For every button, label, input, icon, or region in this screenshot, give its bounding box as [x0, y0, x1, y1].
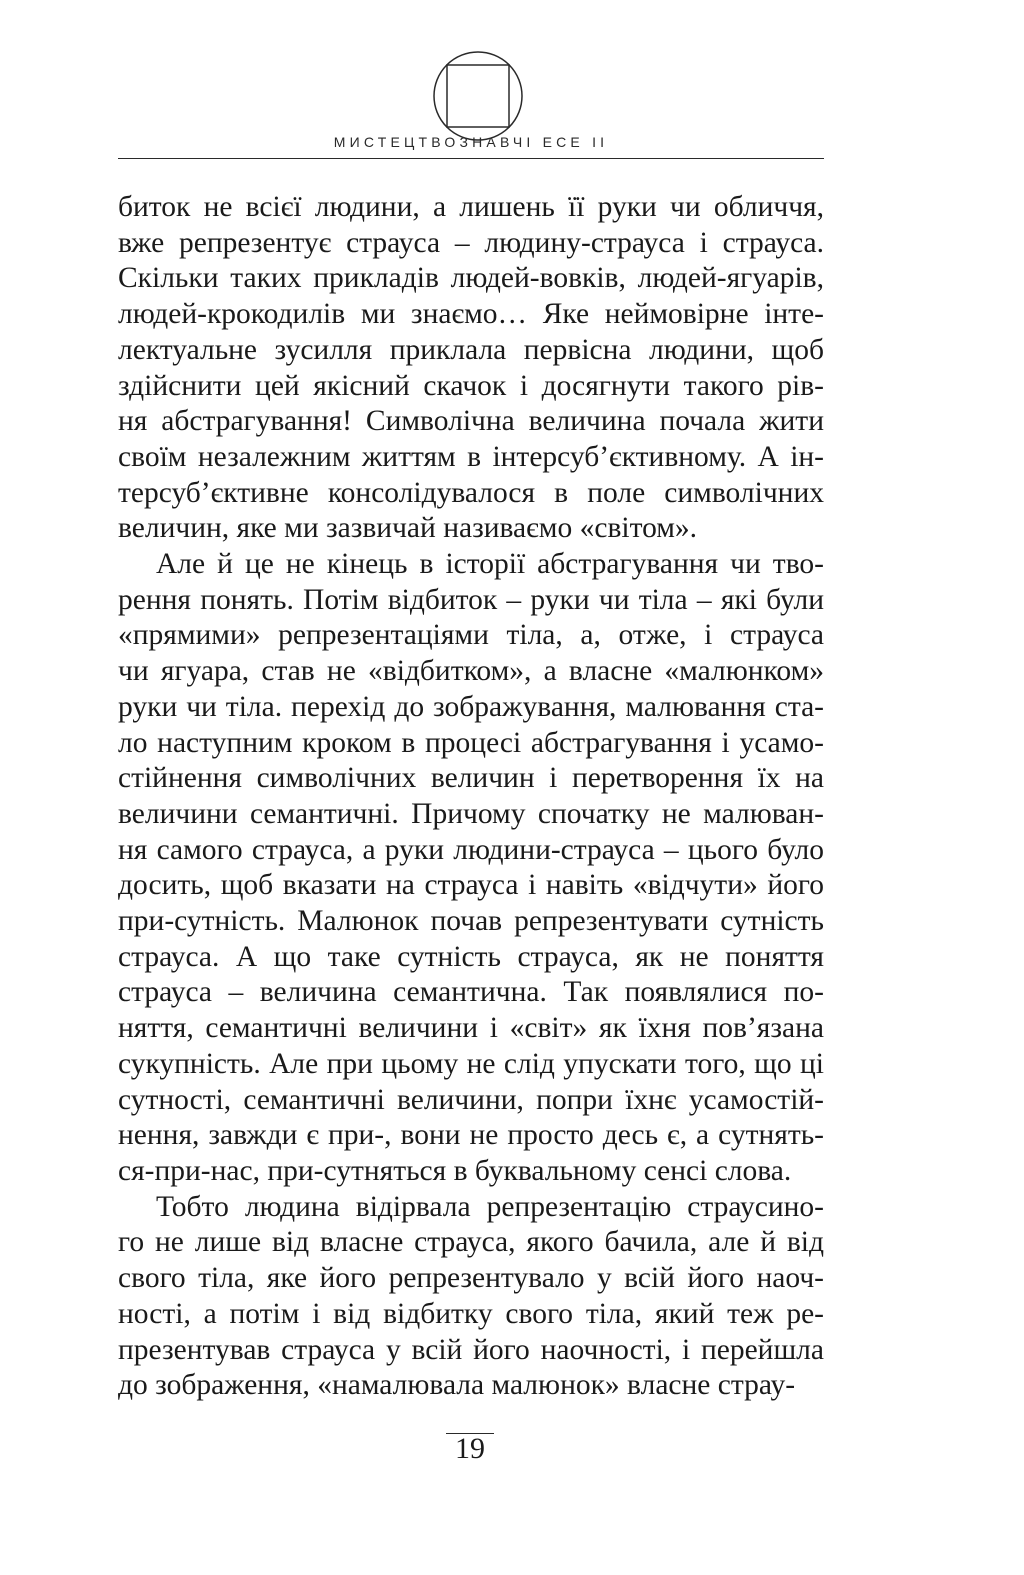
text-line: ло наступним кроком в процесі абстрагування і усамо-: [118, 726, 824, 759]
text-line: нення, завжди є при-, вони не просто десь є, а сутнять-: [118, 1119, 824, 1152]
text-line: страуса. А що таке сутність страуса, як не поняття: [118, 940, 824, 973]
text-line: «прямими» репрезентаціями тіла, а, отже, і страуса: [118, 619, 824, 652]
text-line: величин, яке ми зазвичай називаємо «світом».: [118, 512, 698, 545]
text-line: до зображення, «намалювала малюнок» власне страу-: [118, 1369, 796, 1402]
text-line: чи ягуара, став не «відбитком», а власне «малюнком»: [118, 655, 824, 688]
text-line: Скільки таких прикладів людей-вовків, людей-ягуарів,: [118, 262, 824, 295]
text-line: лектуальне зусилля приклала первісна людини, щоб: [118, 333, 824, 366]
text-line: величини семантичні. Причому спочатку не малюван-: [118, 797, 824, 830]
circle-square-emblem-icon: [432, 50, 524, 142]
text-line: сукупність. Але при цьому не слід упускати того, що ці: [118, 1047, 824, 1080]
paragraph: [118, 547, 824, 1190]
text-line: ня самого страуса, а руки людини-страуса – цього було: [118, 833, 824, 866]
text-line: презентував страуса у всій його наочності, і перейшла: [118, 1333, 824, 1366]
text-line: Але й це не кінець в історії абстрагування чи тво-: [156, 548, 824, 581]
text-line: страуса – величина семантична. Так появлялися по-: [118, 976, 824, 1009]
text-line: руки чи тіла. перехід до зображування, малювання ста-: [118, 690, 824, 723]
text-line: сутності, семантичні величини, попри їхнє усамостій-: [118, 1083, 824, 1116]
header-rule: [118, 158, 824, 159]
text-line: ності, а потім і від відбитку свого тіла, який теж ре-: [118, 1297, 824, 1330]
text-line: терсуб’єктивне консолідувалося в поле символічних: [118, 476, 824, 509]
paragraph: [118, 190, 824, 547]
text-line: стійнення символічних величин і перетворення їх на: [118, 762, 824, 795]
text-line: людей-крокодилів ми знаємо… Яке неймовірне інте-: [118, 298, 824, 331]
text-line: Тобто людина відірвала репрезентацію страусино-: [156, 1190, 824, 1223]
text-line: своїм незалежним життям в інтерсуб’єктивному. А ін-: [118, 440, 824, 473]
text-line: здійснити цей якісний скачок і досягнути такого рів-: [118, 369, 824, 402]
text-line: го не лише від власне страуса, якого бачила, але й від: [118, 1226, 824, 1259]
text-line: биток не всієї людини, а лишень її руки чи обличчя,: [118, 191, 824, 223]
text-line: досить, щоб вказати на страуса і навіть «відчути» його: [118, 869, 824, 902]
text-line: рення понять. Потім відбиток – руки чи тіла – які були: [118, 583, 824, 616]
running-title: МИСТЕЦТВОЗНАВЧІ ЕСЕ II: [333, 134, 609, 150]
text-line: ся-при-нас, при-сутняться в буквальному сенсі слова.: [118, 1154, 792, 1187]
text-line: при-сутність. Малюнок почав репрезентувати сутність: [118, 905, 824, 938]
text-line: вже репрезентує страуса – людину-страуса і страуса.: [118, 226, 824, 259]
text-line: свого тіла, яке його репрезентувало у всій його наоч-: [118, 1262, 824, 1295]
text-line: няття, семантичні величини і «світ» як їхня пов’язана: [118, 1012, 824, 1045]
paragraph: [118, 1190, 824, 1404]
body-text: [118, 190, 824, 1404]
text-line: ня абстрагування! Символічна величина почала жити: [118, 405, 824, 438]
page-number: 19: [455, 1432, 485, 1465]
